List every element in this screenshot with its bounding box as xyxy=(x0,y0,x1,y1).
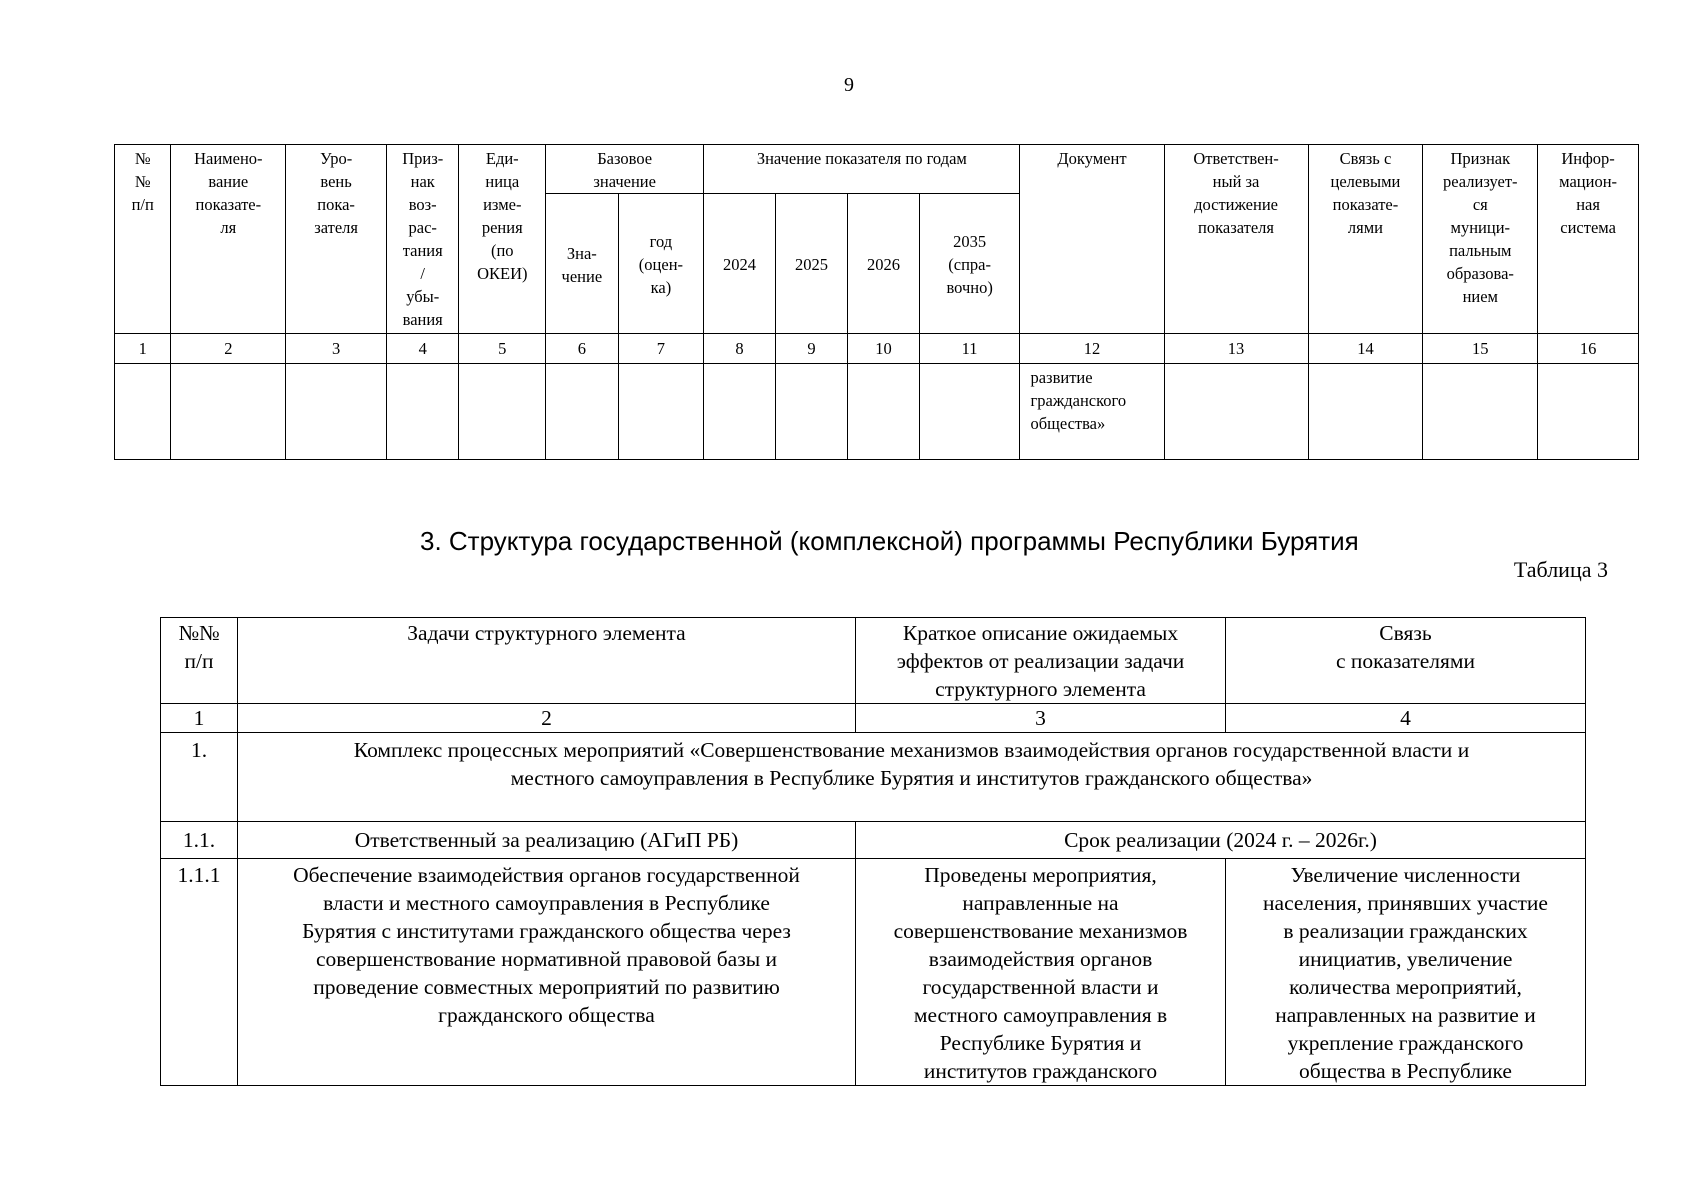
table-cell xyxy=(115,364,171,460)
text-line: в реализации гражданских xyxy=(1283,919,1528,943)
text-line: Базовое xyxy=(597,149,653,168)
column-number: 13 xyxy=(1164,334,1308,364)
program-structure-table xyxy=(160,617,1586,1086)
column-number: 1 xyxy=(115,334,171,364)
table-row xyxy=(161,733,1586,822)
col-header-growth-sign xyxy=(386,145,459,334)
column-number: 1 xyxy=(161,704,238,733)
col-header-indicator-level xyxy=(286,145,387,334)
text-line: совершенствование механизмов xyxy=(893,919,1188,943)
complex-title xyxy=(238,733,1586,822)
column-number: 8 xyxy=(704,334,776,364)
col-header-base-value-value xyxy=(546,194,619,334)
col-header-unit xyxy=(459,145,546,334)
text-line: изме- xyxy=(483,195,522,214)
col-header-responsible xyxy=(1164,145,1308,334)
table-cell xyxy=(1164,364,1308,460)
text-line: вания xyxy=(402,310,443,329)
text-line: Еди- xyxy=(485,149,519,168)
text-line: ка) xyxy=(650,278,672,297)
column-number: 14 xyxy=(1308,334,1423,364)
text-line: направленные на xyxy=(962,891,1119,915)
text-line: Связь с xyxy=(1339,149,1392,168)
text-line: Приз- xyxy=(402,149,444,168)
column-number-row xyxy=(115,334,1639,364)
col-header-year-2025: 2025 xyxy=(775,194,848,334)
text-line: (по xyxy=(490,241,514,260)
text-line: №№ xyxy=(178,621,220,645)
responsible-cell: Ответственный за реализацию (АГиП РБ) xyxy=(238,822,856,859)
col-header-base-value-year xyxy=(618,194,704,334)
text-line: лями xyxy=(1347,218,1384,237)
table-cell xyxy=(775,364,848,460)
text-line: № xyxy=(134,172,151,191)
table-label: Таблица 3 xyxy=(1513,557,1608,582)
table-cell xyxy=(386,364,459,460)
text-line: (спра- xyxy=(948,255,991,274)
text-line: показате- xyxy=(1332,195,1399,214)
text-line: достижение xyxy=(1194,195,1278,214)
col-header-target-link xyxy=(1308,145,1423,334)
col-header-indicator-link xyxy=(1226,618,1586,704)
text-line: Проведены мероприятия, xyxy=(924,863,1157,887)
table-cell xyxy=(1538,364,1639,460)
text-line: структурного элемента xyxy=(935,677,1146,701)
text-line: Комплекс процессных мероприятий «Совершенствование механизмов взаимодействия органов государственной власти и xyxy=(353,738,1470,762)
column-number: 2 xyxy=(238,704,856,733)
text-line: год xyxy=(649,232,673,251)
text-line: власти и местного самоуправления в Республике xyxy=(323,891,770,915)
col-header-year-2024: 2024 xyxy=(704,194,776,334)
text-line: общества» xyxy=(1030,414,1106,433)
text-line: муници- xyxy=(1450,218,1511,237)
text-line: Связь xyxy=(1379,621,1432,645)
text-line: образова- xyxy=(1446,264,1514,283)
table-cell xyxy=(546,364,619,460)
text-line: Ответствен- xyxy=(1193,149,1279,168)
column-number: 5 xyxy=(459,334,546,364)
text-line: гражданского общества xyxy=(438,1003,655,1027)
indicator-link-cell xyxy=(1226,859,1586,1086)
table-cell xyxy=(618,364,704,460)
text-line: Увеличение численности xyxy=(1290,863,1521,887)
text-line: показателя xyxy=(1198,218,1274,237)
text-line: Краткое описание ожидаемых xyxy=(902,621,1179,645)
text-line: Наимено- xyxy=(194,149,263,168)
text-line: система xyxy=(1560,218,1616,237)
table-cell xyxy=(704,364,776,460)
document-cell xyxy=(1020,364,1164,460)
text-line: общества в Республике xyxy=(1299,1059,1512,1083)
text-line: ная xyxy=(1576,195,1600,214)
text-line: ОКЕИ) xyxy=(477,264,528,283)
text-line: нием xyxy=(1462,287,1498,306)
text-line: Республике Бурятия и xyxy=(939,1031,1142,1055)
column-number: 2 xyxy=(171,334,286,364)
text-line: укрепление гражданского xyxy=(1287,1031,1524,1055)
effect-cell xyxy=(856,859,1226,1086)
text-line: № xyxy=(134,149,151,168)
text-line: чение xyxy=(561,266,603,286)
section-title: 3. Структура государственной (комплексной) программы Республики Бурятия xyxy=(420,526,1359,556)
text-line: убы- xyxy=(406,287,440,306)
text-line: пальным xyxy=(1449,241,1512,260)
text-line: воз- xyxy=(408,195,437,214)
text-line: ный за xyxy=(1212,172,1260,191)
indicators-table-continued xyxy=(114,144,1639,460)
table-cell xyxy=(286,364,387,460)
column-number: 11 xyxy=(919,334,1020,364)
page-number: 9 xyxy=(844,74,854,96)
col-header-year-2026: 2026 xyxy=(848,194,920,334)
text-line: Инфор- xyxy=(1561,149,1615,168)
table-cell xyxy=(1308,364,1423,460)
column-number: 4 xyxy=(386,334,459,364)
text-line: значение xyxy=(593,172,656,191)
text-line: реализует- xyxy=(1443,172,1518,191)
column-number: 15 xyxy=(1423,334,1538,364)
text-line: вень xyxy=(320,172,352,191)
text-line: местного самоуправления в Республике Бурятия и институтов гражданского общества» xyxy=(510,766,1313,790)
text-line: рения xyxy=(481,218,523,237)
text-line: развитие xyxy=(1030,368,1093,387)
column-number: 10 xyxy=(848,334,920,364)
col-header-effects xyxy=(856,618,1226,704)
col-header-info-system xyxy=(1538,145,1639,334)
column-number: 12 xyxy=(1020,334,1164,364)
text-line: тания xyxy=(402,241,443,260)
text-line: нак xyxy=(410,172,435,191)
text-line: эффектов от реализации задачи xyxy=(896,649,1185,673)
text-line: зателя xyxy=(314,218,358,237)
row-number: 1.1. xyxy=(161,822,238,859)
text-line: Зна- xyxy=(566,243,597,263)
column-number: 9 xyxy=(775,334,848,364)
column-number: 3 xyxy=(286,334,387,364)
text-line: с показателями xyxy=(1336,649,1475,673)
col-header-number xyxy=(161,618,238,704)
text-line: Бурятия с институтами гражданского общества через xyxy=(302,919,791,943)
table-cell xyxy=(459,364,546,460)
text-line: количества мероприятий, xyxy=(1289,975,1522,999)
text-line: п/п xyxy=(131,195,154,214)
text-line: пока- xyxy=(317,195,355,214)
text-line: мацион- xyxy=(1559,172,1618,191)
table-row xyxy=(161,859,1586,1086)
text-line: 2035 xyxy=(953,232,987,251)
column-number: 3 xyxy=(856,704,1226,733)
text-line: инициатив, увеличение xyxy=(1298,947,1513,971)
col-header-indicator-name xyxy=(171,145,286,334)
row-number: 1. xyxy=(161,733,238,822)
col-header-number xyxy=(115,145,171,334)
text-line: гражданского xyxy=(1030,391,1127,410)
column-number: 16 xyxy=(1538,334,1639,364)
task-cell xyxy=(238,859,856,1086)
text-line: населения, принявших участие xyxy=(1263,891,1548,915)
text-line: институтов гражданского xyxy=(923,1059,1158,1083)
text-line: вание xyxy=(208,172,249,191)
text-line: местного самоуправления в xyxy=(913,1003,1168,1027)
text-line: ся xyxy=(1472,195,1488,214)
text-line: государственной власти и xyxy=(922,975,1159,999)
table-cell xyxy=(848,364,920,460)
text-line: проведение совместных мероприятий по развитию xyxy=(313,975,780,999)
text-line: ля xyxy=(220,218,237,237)
text-line: п/п xyxy=(184,649,214,673)
col-header-document: Документ xyxy=(1020,145,1164,334)
column-number: 7 xyxy=(618,334,704,364)
text-line: / xyxy=(420,264,425,283)
column-number-row xyxy=(161,704,1586,733)
col-header-years-group: Значение показателя по годам xyxy=(704,145,1020,194)
text-line: Признак xyxy=(1450,149,1511,168)
col-header-year-2035 xyxy=(919,194,1020,334)
text-line: направленных на развитие и xyxy=(1275,1003,1536,1027)
column-number: 4 xyxy=(1226,704,1586,733)
col-header-base-value xyxy=(546,145,704,194)
text-line: целевыми xyxy=(1330,172,1401,191)
term-cell: Срок реализации (2024 г. – 2026г.) xyxy=(856,822,1586,859)
col-header-tasks: Задачи структурного элемента xyxy=(238,618,856,704)
col-header-municipal-sign xyxy=(1423,145,1538,334)
column-number: 6 xyxy=(546,334,619,364)
table-row xyxy=(115,364,1639,460)
text-line: рас- xyxy=(408,218,437,237)
text-line: Обеспечение взаимодействия органов государственной xyxy=(293,863,800,887)
text-line: (оцен- xyxy=(638,255,684,274)
text-line: ница xyxy=(485,172,520,191)
table-cell xyxy=(1423,364,1538,460)
table-row xyxy=(161,822,1586,859)
text-line: вочно) xyxy=(946,278,993,297)
row-number: 1.1.1 xyxy=(161,859,238,1086)
text-line: взаимодействия органов xyxy=(928,947,1153,971)
text-line: совершенствование нормативной правовой базы и xyxy=(315,947,778,971)
table-cell xyxy=(919,364,1020,460)
text-line: показате- xyxy=(195,195,262,214)
text-line: Уро- xyxy=(319,149,353,168)
table-cell xyxy=(171,364,286,460)
